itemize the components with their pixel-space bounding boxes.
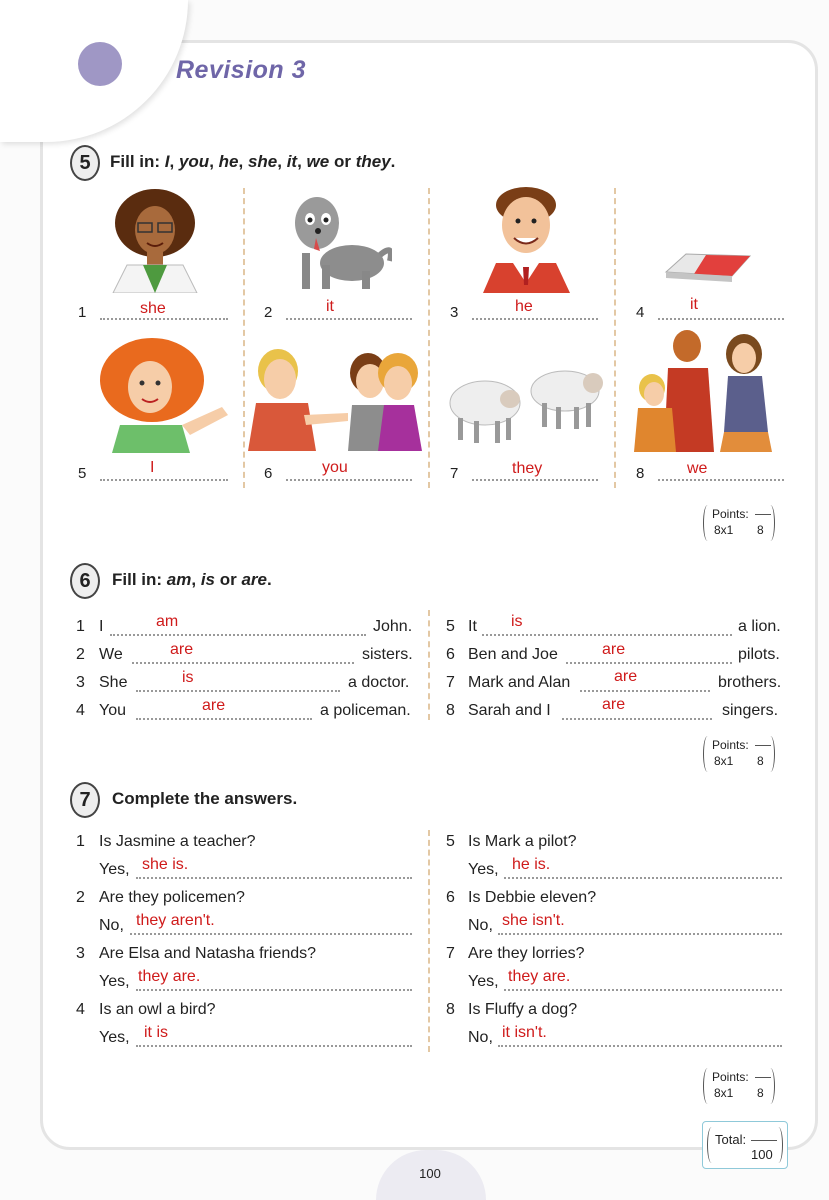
sentence-subject: Ben and Joe: [468, 646, 558, 663]
item-number: 6: [446, 889, 455, 906]
answer-line[interactable]: [130, 933, 412, 935]
answer-text: it: [326, 298, 334, 315]
sentence-subject: Mark and Alan: [468, 674, 571, 691]
eraser-icon: [662, 246, 754, 288]
total-score-box: Total: 100: [702, 1121, 788, 1169]
sheep-icon: [440, 363, 610, 445]
man-icon: [478, 183, 578, 293]
exercise-6-instruction: Fill in: am, is or are.: [112, 570, 272, 589]
answer-line[interactable]: [498, 1045, 782, 1047]
answer-text: he: [515, 298, 533, 315]
answer-text: are: [614, 668, 638, 685]
boy-pointing-at-girls-icon: [248, 343, 424, 451]
item-number: 3: [450, 304, 459, 321]
points-box: Points: 8x1 8: [703, 736, 775, 770]
answer-line[interactable]: [100, 318, 228, 320]
answer-text: they: [512, 460, 543, 477]
answer-line[interactable]: [658, 318, 784, 320]
item-number: 7: [446, 945, 455, 962]
answer-text: she is.: [142, 856, 189, 873]
sentence-subject: Sarah and I: [468, 702, 551, 719]
question-text: Is Debbie eleven?: [468, 889, 597, 906]
page-title: Revision 3: [176, 56, 307, 84]
answer-line[interactable]: [580, 690, 710, 692]
answer-line[interactable]: [136, 690, 340, 692]
sentence-subject: I: [99, 618, 104, 635]
question-text: Are they policemen?: [99, 889, 245, 906]
item-number: 4: [76, 702, 85, 719]
column-divider: [428, 830, 430, 1052]
item-number: 3: [76, 674, 85, 691]
item-number: 5: [446, 618, 455, 635]
points-box: Points: 8x1 8: [703, 505, 775, 539]
answer-lead: Yes,: [99, 1029, 130, 1046]
answer-text: she: [140, 300, 166, 317]
item-number: 4: [76, 1001, 85, 1018]
item-number: 6: [446, 646, 455, 663]
question-text: Are they lorries?: [468, 945, 585, 962]
sentence-end: a policeman.: [320, 702, 411, 719]
answer-text: are: [602, 641, 626, 658]
sentence-subject: She: [99, 674, 128, 691]
family-icon: [632, 328, 787, 452]
sentence-end: John.: [373, 618, 413, 635]
answer-line[interactable]: [286, 318, 412, 320]
item-number: 7: [450, 465, 459, 482]
item-number: 8: [636, 465, 645, 482]
item-number: 6: [264, 465, 273, 482]
answer-line[interactable]: [110, 634, 366, 636]
answer-line[interactable]: [658, 479, 784, 481]
item-number: 8: [446, 1001, 455, 1018]
answer-text: you: [322, 459, 348, 476]
answer-text: I: [150, 459, 155, 476]
answer-line[interactable]: [472, 318, 598, 320]
answer-text: is: [182, 669, 194, 686]
item-number: 3: [76, 945, 85, 962]
header-dot-icon: [78, 42, 122, 86]
answer-text: we: [687, 460, 708, 477]
answer-line[interactable]: [504, 989, 782, 991]
answer-text: am: [156, 613, 179, 630]
answer-text: they are.: [138, 968, 201, 985]
answer-lead: No,: [99, 917, 124, 934]
answer-line[interactable]: [132, 662, 354, 664]
points-box: Points: 8x1 8: [703, 1068, 775, 1102]
item-number: 2: [264, 304, 273, 321]
question-text: Is an owl a bird?: [99, 1001, 216, 1018]
exercise-5-number: 5: [70, 145, 100, 181]
answer-line[interactable]: [136, 1045, 412, 1047]
answer-text: are: [602, 696, 626, 713]
item-number: 2: [76, 646, 85, 663]
answer-text: they aren't.: [136, 912, 215, 929]
answer-text: they are.: [508, 968, 571, 985]
item-number: 5: [78, 465, 87, 482]
answer-lead: Yes,: [468, 861, 499, 878]
question-text: Is Fluffy a dog?: [468, 1001, 578, 1018]
sentence-end: a doctor.: [348, 674, 410, 691]
sentence-subject: It: [468, 618, 477, 635]
answer-lead: Yes,: [99, 973, 130, 990]
answer-line[interactable]: [136, 877, 412, 879]
item-number: 4: [636, 304, 645, 321]
item-number: 7: [446, 674, 455, 691]
page-number: 100: [419, 1166, 441, 1181]
answer-line[interactable]: [286, 479, 412, 481]
sentence-end: pilots.: [738, 646, 780, 663]
answer-text: she isn't.: [502, 912, 565, 929]
sentence-end: a lion.: [738, 618, 781, 635]
sentence-subject: You: [99, 702, 126, 719]
answer-text: it: [690, 296, 698, 313]
answer-line[interactable]: [136, 718, 312, 720]
sentence-end: sisters.: [362, 646, 413, 663]
answer-lead: Yes,: [468, 973, 499, 990]
answer-line[interactable]: [136, 989, 412, 991]
exercise-7-number: 7: [70, 782, 100, 818]
column-divider: [243, 188, 245, 488]
sentence-end: brothers.: [718, 674, 782, 691]
item-number: 5: [446, 833, 455, 850]
answer-text: are: [202, 697, 226, 714]
item-number: 1: [76, 833, 85, 850]
answer-text: is: [511, 613, 523, 630]
item-number: 8: [446, 702, 455, 719]
answer-line[interactable]: [472, 479, 598, 481]
sentence-end: singers.: [722, 702, 779, 719]
answer-line[interactable]: [498, 933, 782, 935]
question-text: Is Jasmine a teacher?: [99, 833, 256, 850]
answer-line[interactable]: [100, 479, 228, 481]
question-text: Is Mark a pilot?: [468, 833, 577, 850]
answer-lead: No,: [468, 1029, 493, 1046]
woman-with-glasses-icon: [105, 185, 205, 293]
column-divider: [428, 188, 430, 488]
answer-line[interactable]: [566, 662, 732, 664]
question-text: Are Elsa and Natasha friends?: [99, 945, 317, 962]
answer-text: it is: [144, 1024, 168, 1041]
answer-lead: No,: [468, 917, 493, 934]
answer-line[interactable]: [504, 877, 782, 879]
exercise-6-number: 6: [70, 563, 100, 599]
dog-icon: [272, 183, 392, 293]
answer-text: he is.: [512, 856, 551, 873]
answer-text: are: [170, 641, 194, 658]
item-number: 1: [76, 618, 85, 635]
exercise-5-instruction: Fill in: I, you, he, she, it, we or they.: [110, 152, 396, 171]
sentence-subject: We: [99, 646, 123, 663]
answer-line[interactable]: [482, 634, 732, 636]
item-number: 2: [76, 889, 85, 906]
answer-lead: Yes,: [99, 861, 130, 878]
column-divider: [614, 188, 616, 488]
column-divider: [428, 610, 430, 720]
item-number: 1: [78, 304, 87, 321]
girl-pointing-at-self-icon: [82, 335, 232, 453]
exercise-7-instruction: Complete the answers.: [112, 789, 298, 808]
answer-line[interactable]: [562, 718, 712, 720]
answer-text: it isn't.: [502, 1024, 547, 1041]
